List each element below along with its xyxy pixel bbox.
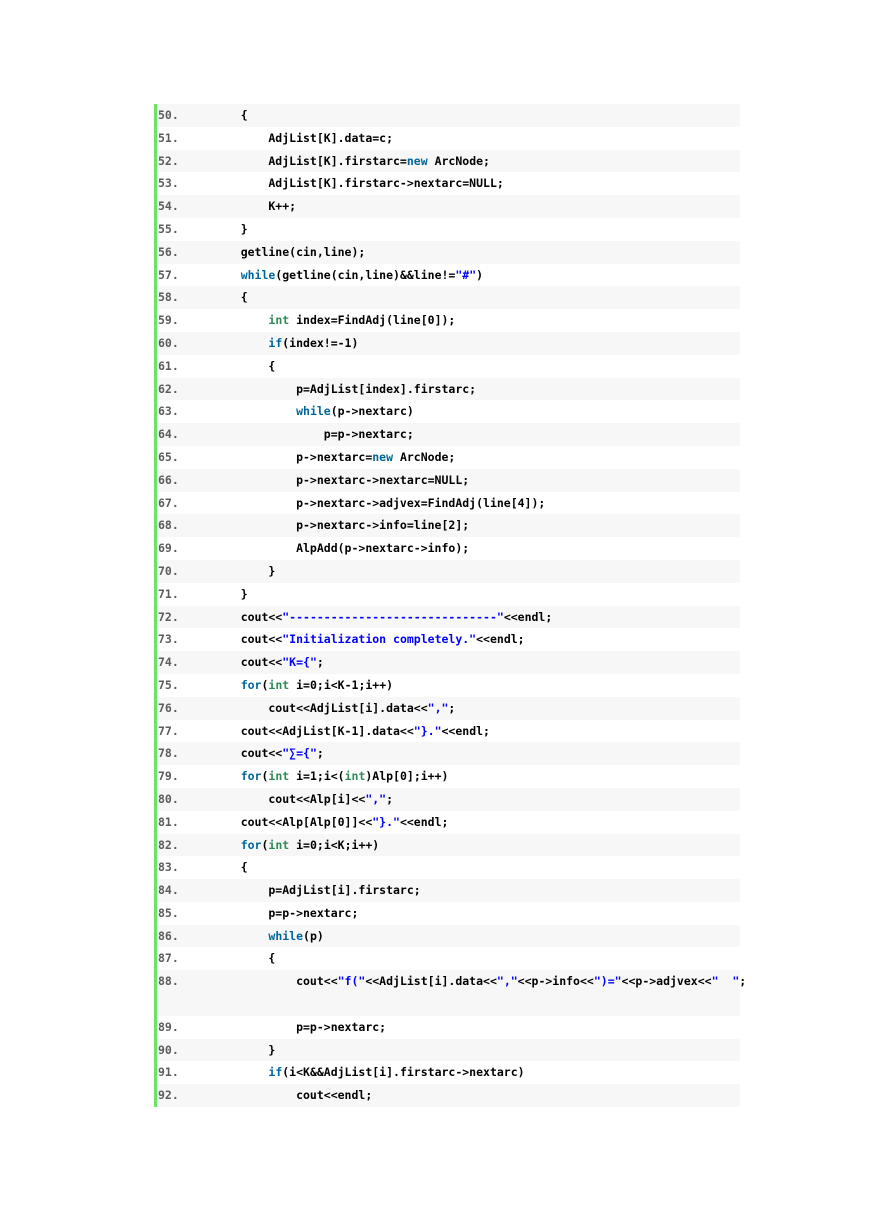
line-number: 80. xyxy=(158,791,179,806)
code-token: ) xyxy=(476,267,484,282)
code-token: { xyxy=(213,951,276,966)
code-text xyxy=(213,1016,740,1039)
code-text xyxy=(213,150,740,173)
string-token: "," xyxy=(496,974,518,989)
code-text xyxy=(213,765,740,788)
code-token: (i<K&&AdjList[i].firstarc->nextarc) xyxy=(282,1065,525,1080)
code-token: ; xyxy=(316,746,324,761)
code-token: i=0;i<K-1;i++) xyxy=(289,677,394,692)
code-line xyxy=(157,492,740,515)
line-number: 63. xyxy=(158,404,179,419)
code-token: cout<< xyxy=(213,609,283,624)
line-number: 62. xyxy=(158,381,179,396)
code-token: { xyxy=(213,108,248,122)
keyword-token: new xyxy=(406,153,428,168)
line-number: 90. xyxy=(158,1042,179,1057)
code-text xyxy=(213,332,740,355)
string-token: "," xyxy=(427,700,449,715)
code-token: p=AdjList[index].firstarc; xyxy=(213,381,477,396)
line-number: 57. xyxy=(158,267,179,282)
code-text xyxy=(213,104,740,127)
code-token: AdjList[K].firstarc->nextarc=NULL; xyxy=(213,176,504,191)
line-number: 74. xyxy=(158,655,179,670)
code-line xyxy=(157,902,740,925)
keyword-token: if xyxy=(268,335,283,350)
code-text xyxy=(213,127,740,150)
code-token: cout<<Alp[i]<< xyxy=(213,791,366,806)
line-number: 78. xyxy=(158,746,179,761)
line-number: 56. xyxy=(158,244,179,259)
type-token: int xyxy=(268,677,290,692)
code-line xyxy=(157,720,740,743)
line-number: 70. xyxy=(158,563,179,578)
code-text xyxy=(213,1061,740,1084)
code-listing xyxy=(154,104,747,1107)
code-token: AdjList[K].data=c; xyxy=(213,130,394,145)
code-token xyxy=(213,1065,268,1079)
code-token: ; xyxy=(316,655,324,670)
code-line xyxy=(157,104,740,127)
code-line xyxy=(157,697,740,720)
code-token: p->nextarc= xyxy=(213,449,373,464)
code-token: p->nextarc->nextarc=NULL; xyxy=(213,472,470,487)
code-token: cout<<AdjList[K-1].data<< xyxy=(213,723,414,738)
code-line xyxy=(157,628,740,651)
code-token: p=p->nextarc; xyxy=(213,905,359,920)
code-token: p->nextarc->info=line[2]; xyxy=(213,518,470,533)
code-token: AdjList[K].firstarc= xyxy=(213,153,407,168)
code-token: <<endl; xyxy=(441,723,490,738)
line-number: 91. xyxy=(158,1065,179,1080)
line-number: 54. xyxy=(158,199,179,214)
code-text xyxy=(213,628,740,651)
string-token: ")=" xyxy=(593,974,622,989)
code-text xyxy=(213,492,740,515)
line-number: 86. xyxy=(158,928,179,943)
code-token: ArcNode; xyxy=(427,153,490,168)
line-number: 83. xyxy=(158,860,179,875)
type-token: int xyxy=(268,769,290,784)
line-number: 55. xyxy=(158,221,179,236)
code-token: p=AdjList[i].firstarc; xyxy=(213,883,421,898)
string-token: "f(" xyxy=(337,974,366,989)
code-line xyxy=(157,674,740,697)
code-token xyxy=(213,336,268,350)
keyword-token: for xyxy=(240,837,262,852)
code-text xyxy=(213,856,740,879)
code-line xyxy=(157,811,740,834)
string-token: " " xyxy=(711,974,740,989)
line-number: 72. xyxy=(158,609,179,624)
code-token: i=0;i<K;i++) xyxy=(289,837,380,852)
line-number: 73. xyxy=(158,632,179,647)
code-text xyxy=(213,469,740,492)
string-token: "K={" xyxy=(282,655,317,670)
code-text xyxy=(213,172,740,195)
code-line xyxy=(157,309,740,332)
code-text xyxy=(213,902,740,925)
code-text xyxy=(213,423,740,446)
line-number: 61. xyxy=(158,358,179,373)
code-token: ; xyxy=(448,700,456,715)
string-token: "------------------------------" xyxy=(282,609,504,624)
line-number: 82. xyxy=(158,837,179,852)
code-line xyxy=(157,583,740,606)
code-line xyxy=(157,879,740,902)
string-token: "}." xyxy=(372,814,400,829)
code-line xyxy=(157,400,740,423)
code-text xyxy=(213,811,740,834)
code-text xyxy=(213,742,740,765)
line-number: 85. xyxy=(158,905,179,920)
code-token xyxy=(213,268,241,282)
code-line xyxy=(157,834,740,857)
string-token: "#" xyxy=(455,267,477,282)
code-token: } xyxy=(213,1042,276,1057)
keyword-token: while xyxy=(296,404,331,419)
code-token: p->nextarc->adjvex=FindAdj(line[4]); xyxy=(213,495,546,510)
line-number: 84. xyxy=(158,883,179,898)
code-token: <<endl; xyxy=(476,632,525,647)
code-token: getline(cin,line); xyxy=(213,244,366,259)
code-line xyxy=(157,286,740,309)
type-token: int xyxy=(268,837,290,852)
string-token: "}." xyxy=(413,723,442,738)
code-token: ( xyxy=(261,769,269,784)
code-line xyxy=(157,355,740,378)
code-line xyxy=(157,446,740,469)
code-token: (p) xyxy=(303,928,324,943)
code-token: cout<< xyxy=(213,746,283,761)
code-token: <<endl; xyxy=(503,609,553,624)
code-line xyxy=(157,742,740,765)
code-line xyxy=(157,560,740,583)
code-text xyxy=(213,1084,740,1107)
keyword-token: for xyxy=(240,769,262,784)
code-text xyxy=(213,674,740,697)
code-text xyxy=(213,195,740,218)
code-line xyxy=(157,172,740,195)
code-line xyxy=(157,788,740,811)
code-line xyxy=(157,332,740,355)
code-text xyxy=(213,697,740,720)
code-line xyxy=(157,606,740,629)
code-line xyxy=(157,765,740,788)
type-token: int xyxy=(268,313,290,328)
code-text xyxy=(213,514,740,537)
line-number: 88. xyxy=(158,974,179,989)
line-number: 89. xyxy=(158,1019,179,1034)
code-text xyxy=(213,788,740,811)
code-token: { xyxy=(213,290,248,305)
keyword-token: while xyxy=(268,928,304,943)
line-number: 59. xyxy=(158,313,179,328)
code-token: p=p->nextarc; xyxy=(213,427,414,442)
line-number: 92. xyxy=(158,1088,179,1103)
line-number: 60. xyxy=(158,335,179,350)
code-text xyxy=(213,606,740,629)
code-text xyxy=(213,355,740,378)
code-line xyxy=(157,378,740,401)
line-number: 64. xyxy=(158,427,179,442)
code-token: <<p->adjvex<< xyxy=(621,974,712,989)
code-line xyxy=(157,423,740,446)
code-token: <<endl; xyxy=(399,814,449,829)
line-number: 67. xyxy=(158,495,179,510)
code-text xyxy=(213,925,740,948)
code-token: ; xyxy=(386,791,394,806)
code-text xyxy=(213,583,740,606)
code-token: p=p->nextarc; xyxy=(213,1019,387,1034)
code-text xyxy=(213,537,740,560)
code-token xyxy=(213,313,268,327)
code-line xyxy=(157,127,740,150)
code-token xyxy=(213,404,296,418)
code-token: i=1;i<( xyxy=(289,769,345,784)
code-text xyxy=(213,834,740,857)
line-number: 79. xyxy=(158,769,179,784)
code-line xyxy=(157,150,740,173)
code-text xyxy=(213,400,740,423)
code-text xyxy=(213,309,740,332)
line-number: 58. xyxy=(158,290,179,305)
code-text xyxy=(213,651,740,674)
code-line xyxy=(157,1061,740,1084)
code-token: (index!=-1) xyxy=(282,335,359,350)
code-token: } xyxy=(213,586,248,601)
code-line xyxy=(157,218,740,241)
code-token: cout<< xyxy=(213,655,283,670)
code-token: cout<< xyxy=(213,974,338,989)
code-token: <<AdjList[i].data<< xyxy=(365,974,497,989)
code-token: ( xyxy=(261,837,269,852)
code-line xyxy=(157,537,740,560)
code-line xyxy=(157,241,740,264)
line-number: 76. xyxy=(158,700,179,715)
code-line xyxy=(157,856,740,879)
type-token: int xyxy=(344,769,366,784)
string-token: "∑={" xyxy=(282,746,317,761)
line-number: 75. xyxy=(158,677,179,692)
code-line xyxy=(157,947,740,970)
code-token: cout<< xyxy=(213,632,283,647)
line-number: 68. xyxy=(158,518,179,533)
line-number: 77. xyxy=(158,723,179,738)
code-line xyxy=(157,514,740,537)
keyword-token: while xyxy=(240,267,276,282)
code-token xyxy=(213,929,268,943)
code-line xyxy=(157,1016,740,1039)
keyword-token: if xyxy=(268,1065,283,1080)
line-number: 66. xyxy=(158,472,179,487)
line-number: 52. xyxy=(158,153,179,168)
code-token xyxy=(213,769,241,783)
code-text xyxy=(213,947,740,970)
code-text xyxy=(213,879,740,902)
code-text xyxy=(213,970,746,993)
code-token: index=FindAdj(line[0]); xyxy=(289,313,456,328)
line-number: 69. xyxy=(158,541,179,556)
code-line xyxy=(157,925,740,948)
code-token: <<p->info<< xyxy=(517,974,594,989)
code-token: } xyxy=(213,221,248,236)
code-token: )Alp[0];i++) xyxy=(365,769,449,784)
string-token: "," xyxy=(365,791,387,806)
code-token: (getline(cin,line)&&line!= xyxy=(275,267,456,282)
code-text xyxy=(213,1039,740,1062)
code-text xyxy=(213,241,740,264)
code-text xyxy=(213,560,740,583)
line-number: 71. xyxy=(158,586,179,601)
code-token: { xyxy=(213,860,248,875)
line-number: 81. xyxy=(158,814,179,829)
code-token: ArcNode; xyxy=(393,449,456,464)
line-number: 51. xyxy=(158,130,179,145)
code-line xyxy=(157,651,740,674)
code-line xyxy=(157,1084,740,1107)
code-line xyxy=(157,264,740,287)
code-token: cout<<Alp[Alp[0]]<< xyxy=(213,814,373,829)
code-text xyxy=(213,218,740,241)
code-token: ; xyxy=(739,974,747,989)
code-token xyxy=(213,838,241,852)
code-text xyxy=(213,378,740,401)
code-token: { xyxy=(213,358,276,373)
code-token: cout<<AdjList[i].data<< xyxy=(213,700,428,715)
line-number: 53. xyxy=(158,176,179,191)
code-line xyxy=(157,1039,740,1062)
keyword-token: for xyxy=(240,677,262,692)
code-text xyxy=(213,264,740,287)
code-token: } xyxy=(213,563,276,578)
keyword-token: new xyxy=(372,449,394,464)
code-token: AlpAdd(p->nextarc->info); xyxy=(213,541,470,556)
code-text xyxy=(213,720,740,743)
code-line xyxy=(157,469,740,492)
code-token: K++; xyxy=(213,199,297,214)
string-token: "Initialization completely." xyxy=(282,632,477,647)
code-token: (p->nextarc) xyxy=(330,404,414,419)
code-line xyxy=(157,195,740,218)
code-token: ( xyxy=(261,677,269,692)
code-token: cout<<endl; xyxy=(213,1088,373,1103)
line-number: 87. xyxy=(158,951,179,966)
code-text xyxy=(213,286,740,309)
line-number: 50. xyxy=(158,108,179,122)
line-number: 65. xyxy=(158,449,179,464)
code-line xyxy=(157,970,747,1016)
code-text xyxy=(213,446,740,469)
code-token xyxy=(213,678,241,692)
